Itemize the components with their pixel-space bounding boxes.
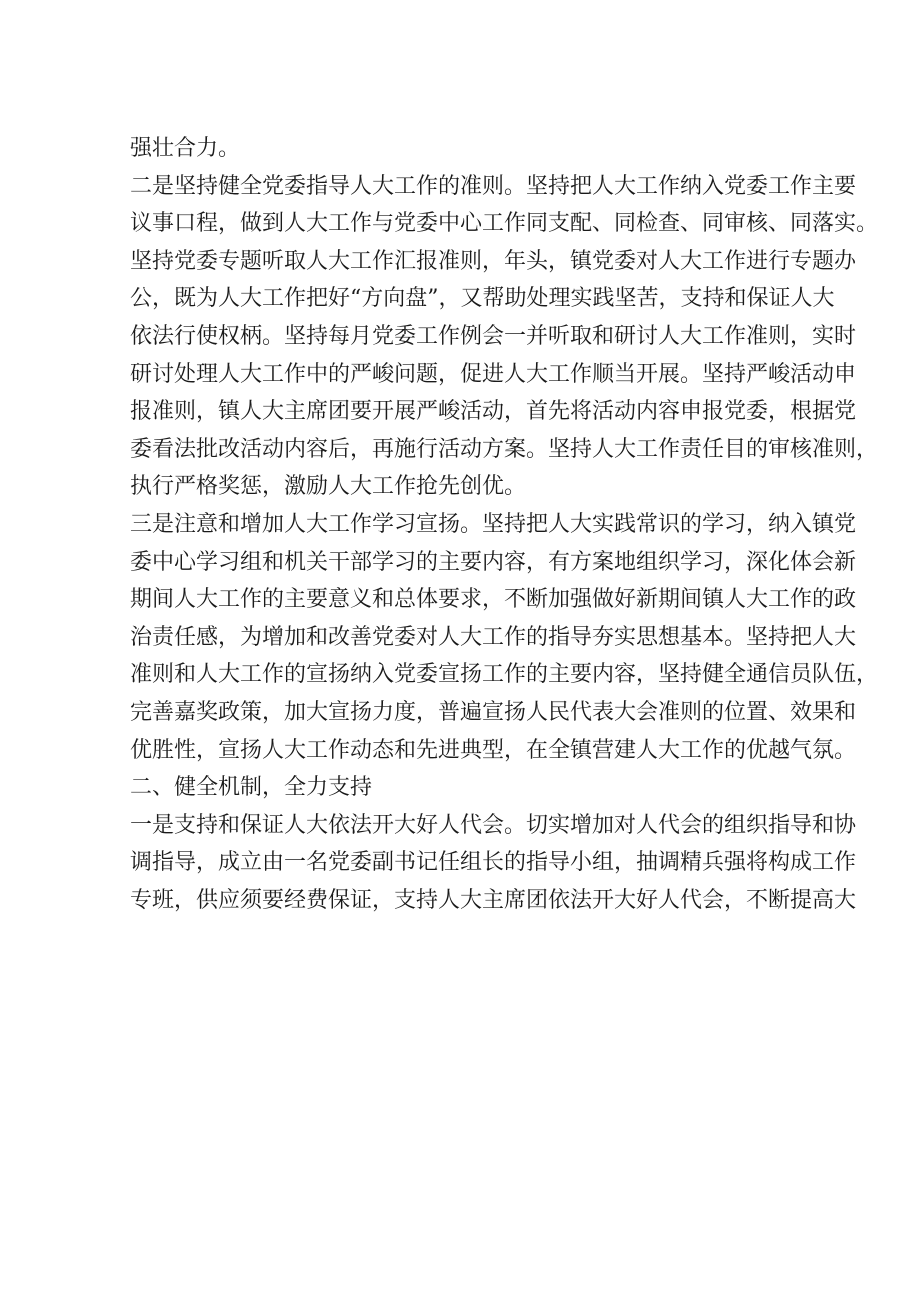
document-body bbox=[130, 130, 879, 919]
text-line: 准则和人大工作的宣扬纳入党委宣扬工作的主要内容，坚持健全通信员队伍， bbox=[130, 662, 879, 688]
text-line: 研讨处理人大工作中的严峻问题，促进人大工作顺当开展。坚持严峻活动申 bbox=[130, 361, 857, 387]
text-line: 执行严格奖惩，激励人大工作抢先创优。 bbox=[130, 474, 527, 500]
text-line: 期间人大工作的主要意义和总体要求，不断加强做好新期间镇人大工作的政 bbox=[130, 587, 857, 613]
text-line: 一是支持和保证人大依法开大好人代会。切实增加对人代会的组织指导和协 bbox=[130, 812, 857, 838]
text-line: 议事口程，做到人大工作与党委中心工作同支配、同检查、同审核、同落实。 bbox=[130, 211, 879, 237]
text-line: 报准则，镇人大主席团要开展严峻活动，首先将活动内容申报党委，根据党 bbox=[130, 399, 857, 425]
text-line: 治责任感，为增加和改善党委对人大工作的指导夯实思想基本。坚持把人大 bbox=[130, 624, 857, 650]
text-line: 优胜性，宣扬人大工作动态和先进典型，在全镇营建人大工作的优越气氛。 bbox=[130, 737, 857, 763]
text-line: 二是坚持健全党委指导人大工作的准则。坚持把人大工作纳入党委工作主要 bbox=[130, 173, 857, 199]
section-heading: 二、健全机制，全力支持 bbox=[130, 775, 373, 801]
text-line: 完善嘉奖政策，加大宣扬力度，普遍宣扬人民代表大会准则的位置、效果和 bbox=[130, 699, 857, 725]
text-line: 专班，供应须要经费保证，支持人大主席团依法开大好人代会，不断提高大 bbox=[130, 887, 857, 913]
text-line: 调指导，成立由一名党委副书记任组长的指导小组，抽调精兵强将构成工作 bbox=[130, 850, 857, 876]
text-line: 公，既为人大工作把好“方向盘”，又帮助处理实践坚苦，支持和保证人大 bbox=[130, 286, 835, 312]
text-line: 三是注意和增加人大工作学习宣扬。坚持把人大实践常识的学习，纳入镇党 bbox=[130, 511, 857, 537]
text-line: 坚持党委专题听取人大工作汇报准则，年头，镇党委对人大工作进行专题办 bbox=[130, 248, 857, 274]
text-line: 委看法批改活动内容后，再施行活动方案。坚持人大工作责任目的审核准则， bbox=[130, 436, 879, 462]
text-line: 强壮合力。 bbox=[130, 136, 241, 161]
text-line: 委中心学习组和机关干部学习的主要内容，有方案地组织学习，深化体会新 bbox=[130, 549, 857, 575]
text-line: 依法行使权柄。坚持每月党委工作例会一并听取和研讨人大工作准则，实时 bbox=[130, 323, 857, 349]
